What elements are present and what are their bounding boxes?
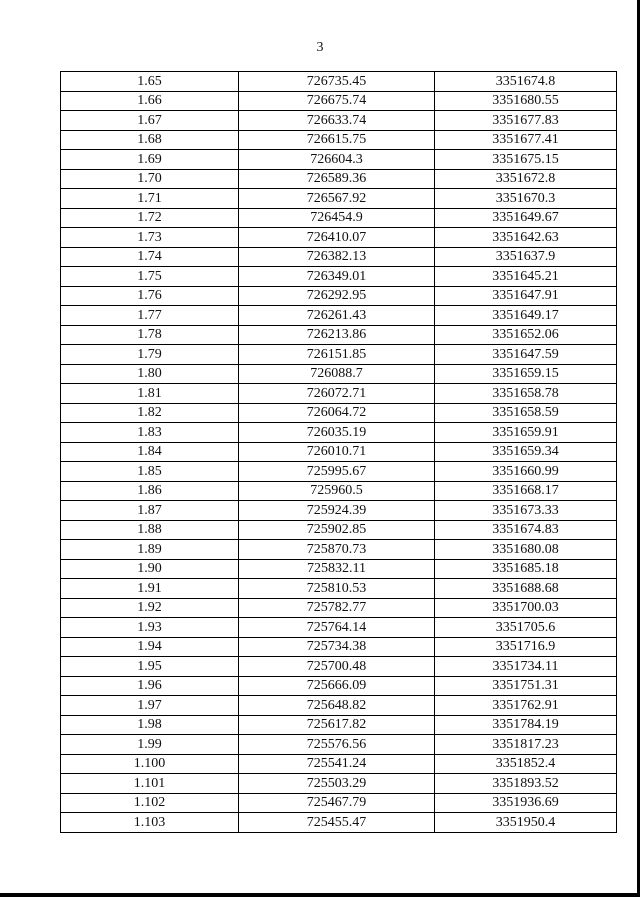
y-coordinate-cell: 3351852.4 [435, 754, 617, 774]
point-id-cell: 1.101 [61, 774, 239, 794]
point-id-cell: 1.88 [61, 520, 239, 540]
y-coordinate-cell: 3351700.03 [435, 598, 617, 618]
table-row [61, 462, 617, 482]
table-row [61, 384, 617, 404]
x-coordinate-cell: 726604.3 [239, 150, 435, 170]
x-coordinate-cell: 726615.75 [239, 130, 435, 150]
point-id-cell: 1.84 [61, 442, 239, 462]
y-coordinate-cell: 3351649.67 [435, 208, 617, 228]
table-row [61, 657, 617, 677]
point-id-cell: 1.71 [61, 189, 239, 209]
y-coordinate-cell: 3351677.41 [435, 130, 617, 150]
point-id-cell: 1.85 [61, 462, 239, 482]
table-row [61, 696, 617, 716]
y-coordinate-cell: 3351716.9 [435, 637, 617, 657]
x-coordinate-cell: 726292.95 [239, 286, 435, 306]
y-coordinate-cell: 3351647.59 [435, 345, 617, 365]
x-coordinate-cell: 725467.79 [239, 793, 435, 813]
table-row [61, 72, 617, 92]
point-id-cell: 1.95 [61, 657, 239, 677]
y-coordinate-cell: 3351950.4 [435, 813, 617, 833]
y-coordinate-cell: 3351647.91 [435, 286, 617, 306]
y-coordinate-cell: 3351705.6 [435, 618, 617, 638]
table-row [61, 637, 617, 657]
table-row [61, 481, 617, 501]
x-coordinate-cell: 725870.73 [239, 540, 435, 560]
y-coordinate-cell: 3351668.17 [435, 481, 617, 501]
x-coordinate-cell: 725503.29 [239, 774, 435, 794]
point-id-cell: 1.99 [61, 735, 239, 755]
y-coordinate-cell: 3351672.8 [435, 169, 617, 189]
table-row [61, 754, 617, 774]
table-row [61, 813, 617, 833]
point-id-cell: 1.80 [61, 364, 239, 384]
point-id-cell: 1.102 [61, 793, 239, 813]
point-id-cell: 1.73 [61, 228, 239, 248]
x-coordinate-cell: 726349.01 [239, 267, 435, 287]
table-row [61, 676, 617, 696]
y-coordinate-cell: 3351659.91 [435, 423, 617, 443]
x-coordinate-cell: 726454.9 [239, 208, 435, 228]
x-coordinate-cell: 726151.85 [239, 345, 435, 365]
scan-edge-bottom [0, 893, 640, 897]
y-coordinate-cell: 3351817.23 [435, 735, 617, 755]
point-id-cell: 1.78 [61, 325, 239, 345]
x-coordinate-cell: 725995.67 [239, 462, 435, 482]
y-coordinate-cell: 3351762.91 [435, 696, 617, 716]
point-id-cell: 1.94 [61, 637, 239, 657]
table-row [61, 228, 617, 248]
y-coordinate-cell: 3351688.68 [435, 579, 617, 599]
point-id-cell: 1.103 [61, 813, 239, 833]
point-id-cell: 1.87 [61, 501, 239, 521]
y-coordinate-cell: 3351659.34 [435, 442, 617, 462]
point-id-cell: 1.86 [61, 481, 239, 501]
y-coordinate-cell: 3351659.15 [435, 364, 617, 384]
y-coordinate-cell: 3351674.83 [435, 520, 617, 540]
table-row [61, 364, 617, 384]
point-id-cell: 1.98 [61, 715, 239, 735]
x-coordinate-cell: 725924.39 [239, 501, 435, 521]
table-row [61, 579, 617, 599]
point-id-cell: 1.90 [61, 559, 239, 579]
y-coordinate-cell: 3351649.17 [435, 306, 617, 326]
y-coordinate-cell: 3351680.55 [435, 91, 617, 111]
y-coordinate-cell: 3351674.8 [435, 72, 617, 92]
point-id-cell: 1.65 [61, 72, 239, 92]
x-coordinate-cell: 726567.92 [239, 189, 435, 209]
table-row [61, 189, 617, 209]
point-id-cell: 1.75 [61, 267, 239, 287]
y-coordinate-cell: 3351893.52 [435, 774, 617, 794]
x-coordinate-cell: 725455.47 [239, 813, 435, 833]
x-coordinate-cell: 726735.45 [239, 72, 435, 92]
y-coordinate-cell: 3351673.33 [435, 501, 617, 521]
table-row [61, 598, 617, 618]
x-coordinate-cell: 726675.74 [239, 91, 435, 111]
x-coordinate-cell: 726064.72 [239, 403, 435, 423]
table-row [61, 715, 617, 735]
point-id-cell: 1.93 [61, 618, 239, 638]
table-row [61, 793, 617, 813]
coordinates-table-body [61, 72, 617, 833]
y-coordinate-cell: 3351660.99 [435, 462, 617, 482]
table-row [61, 774, 617, 794]
x-coordinate-cell: 725666.09 [239, 676, 435, 696]
x-coordinate-cell: 725764.14 [239, 618, 435, 638]
x-coordinate-cell: 726010.71 [239, 442, 435, 462]
table-row [61, 247, 617, 267]
x-coordinate-cell: 726410.07 [239, 228, 435, 248]
x-coordinate-cell: 726261.43 [239, 306, 435, 326]
point-id-cell: 1.68 [61, 130, 239, 150]
table-row [61, 403, 617, 423]
point-id-cell: 1.77 [61, 306, 239, 326]
point-id-cell: 1.69 [61, 150, 239, 170]
table-row [61, 618, 617, 638]
table-row [61, 130, 617, 150]
x-coordinate-cell: 725700.48 [239, 657, 435, 677]
table-row [61, 286, 617, 306]
x-coordinate-cell: 726088.7 [239, 364, 435, 384]
x-coordinate-cell: 725576.56 [239, 735, 435, 755]
x-coordinate-cell: 725782.77 [239, 598, 435, 618]
y-coordinate-cell: 3351642.63 [435, 228, 617, 248]
coordinates-table [60, 71, 617, 833]
x-coordinate-cell: 725902.85 [239, 520, 435, 540]
y-coordinate-cell: 3351637.9 [435, 247, 617, 267]
y-coordinate-cell: 3351658.78 [435, 384, 617, 404]
table-row [61, 735, 617, 755]
table-row [61, 345, 617, 365]
point-id-cell: 1.100 [61, 754, 239, 774]
point-id-cell: 1.89 [61, 540, 239, 560]
y-coordinate-cell: 3351652.06 [435, 325, 617, 345]
point-id-cell: 1.91 [61, 579, 239, 599]
table-row [61, 208, 617, 228]
y-coordinate-cell: 3351751.31 [435, 676, 617, 696]
table-row [61, 540, 617, 560]
point-id-cell: 1.66 [61, 91, 239, 111]
table-row [61, 559, 617, 579]
table-row [61, 169, 617, 189]
table-row [61, 423, 617, 443]
x-coordinate-cell: 726589.36 [239, 169, 435, 189]
table-row [61, 520, 617, 540]
x-coordinate-cell: 726035.19 [239, 423, 435, 443]
x-coordinate-cell: 725734.38 [239, 637, 435, 657]
y-coordinate-cell: 3351784.19 [435, 715, 617, 735]
point-id-cell: 1.76 [61, 286, 239, 306]
x-coordinate-cell: 726072.71 [239, 384, 435, 404]
point-id-cell: 1.81 [61, 384, 239, 404]
point-id-cell: 1.82 [61, 403, 239, 423]
x-coordinate-cell: 725810.53 [239, 579, 435, 599]
table-row [61, 306, 617, 326]
table-row [61, 150, 617, 170]
page-number: 3 [316, 40, 324, 55]
point-id-cell: 1.97 [61, 696, 239, 716]
y-coordinate-cell: 3351670.3 [435, 189, 617, 209]
x-coordinate-cell: 725541.24 [239, 754, 435, 774]
y-coordinate-cell: 3351685.18 [435, 559, 617, 579]
table-row [61, 325, 617, 345]
x-coordinate-cell: 725617.82 [239, 715, 435, 735]
table-row [61, 442, 617, 462]
point-id-cell: 1.74 [61, 247, 239, 267]
x-coordinate-cell: 725648.82 [239, 696, 435, 716]
y-coordinate-cell: 3351680.08 [435, 540, 617, 560]
y-coordinate-cell: 3351658.59 [435, 403, 617, 423]
point-id-cell: 1.70 [61, 169, 239, 189]
point-id-cell: 1.96 [61, 676, 239, 696]
point-id-cell: 1.67 [61, 111, 239, 131]
table-row [61, 111, 617, 131]
table-row [61, 267, 617, 287]
x-coordinate-cell: 726633.74 [239, 111, 435, 131]
x-coordinate-cell: 725960.5 [239, 481, 435, 501]
y-coordinate-cell: 3351936.69 [435, 793, 617, 813]
point-id-cell: 1.72 [61, 208, 239, 228]
table-row [61, 91, 617, 111]
x-coordinate-cell: 725832.11 [239, 559, 435, 579]
x-coordinate-cell: 726213.86 [239, 325, 435, 345]
y-coordinate-cell: 3351677.83 [435, 111, 617, 131]
point-id-cell: 1.92 [61, 598, 239, 618]
y-coordinate-cell: 3351645.21 [435, 267, 617, 287]
x-coordinate-cell: 726382.13 [239, 247, 435, 267]
point-id-cell: 1.79 [61, 345, 239, 365]
point-id-cell: 1.83 [61, 423, 239, 443]
table-row [61, 501, 617, 521]
y-coordinate-cell: 3351734.11 [435, 657, 617, 677]
y-coordinate-cell: 3351675.15 [435, 150, 617, 170]
